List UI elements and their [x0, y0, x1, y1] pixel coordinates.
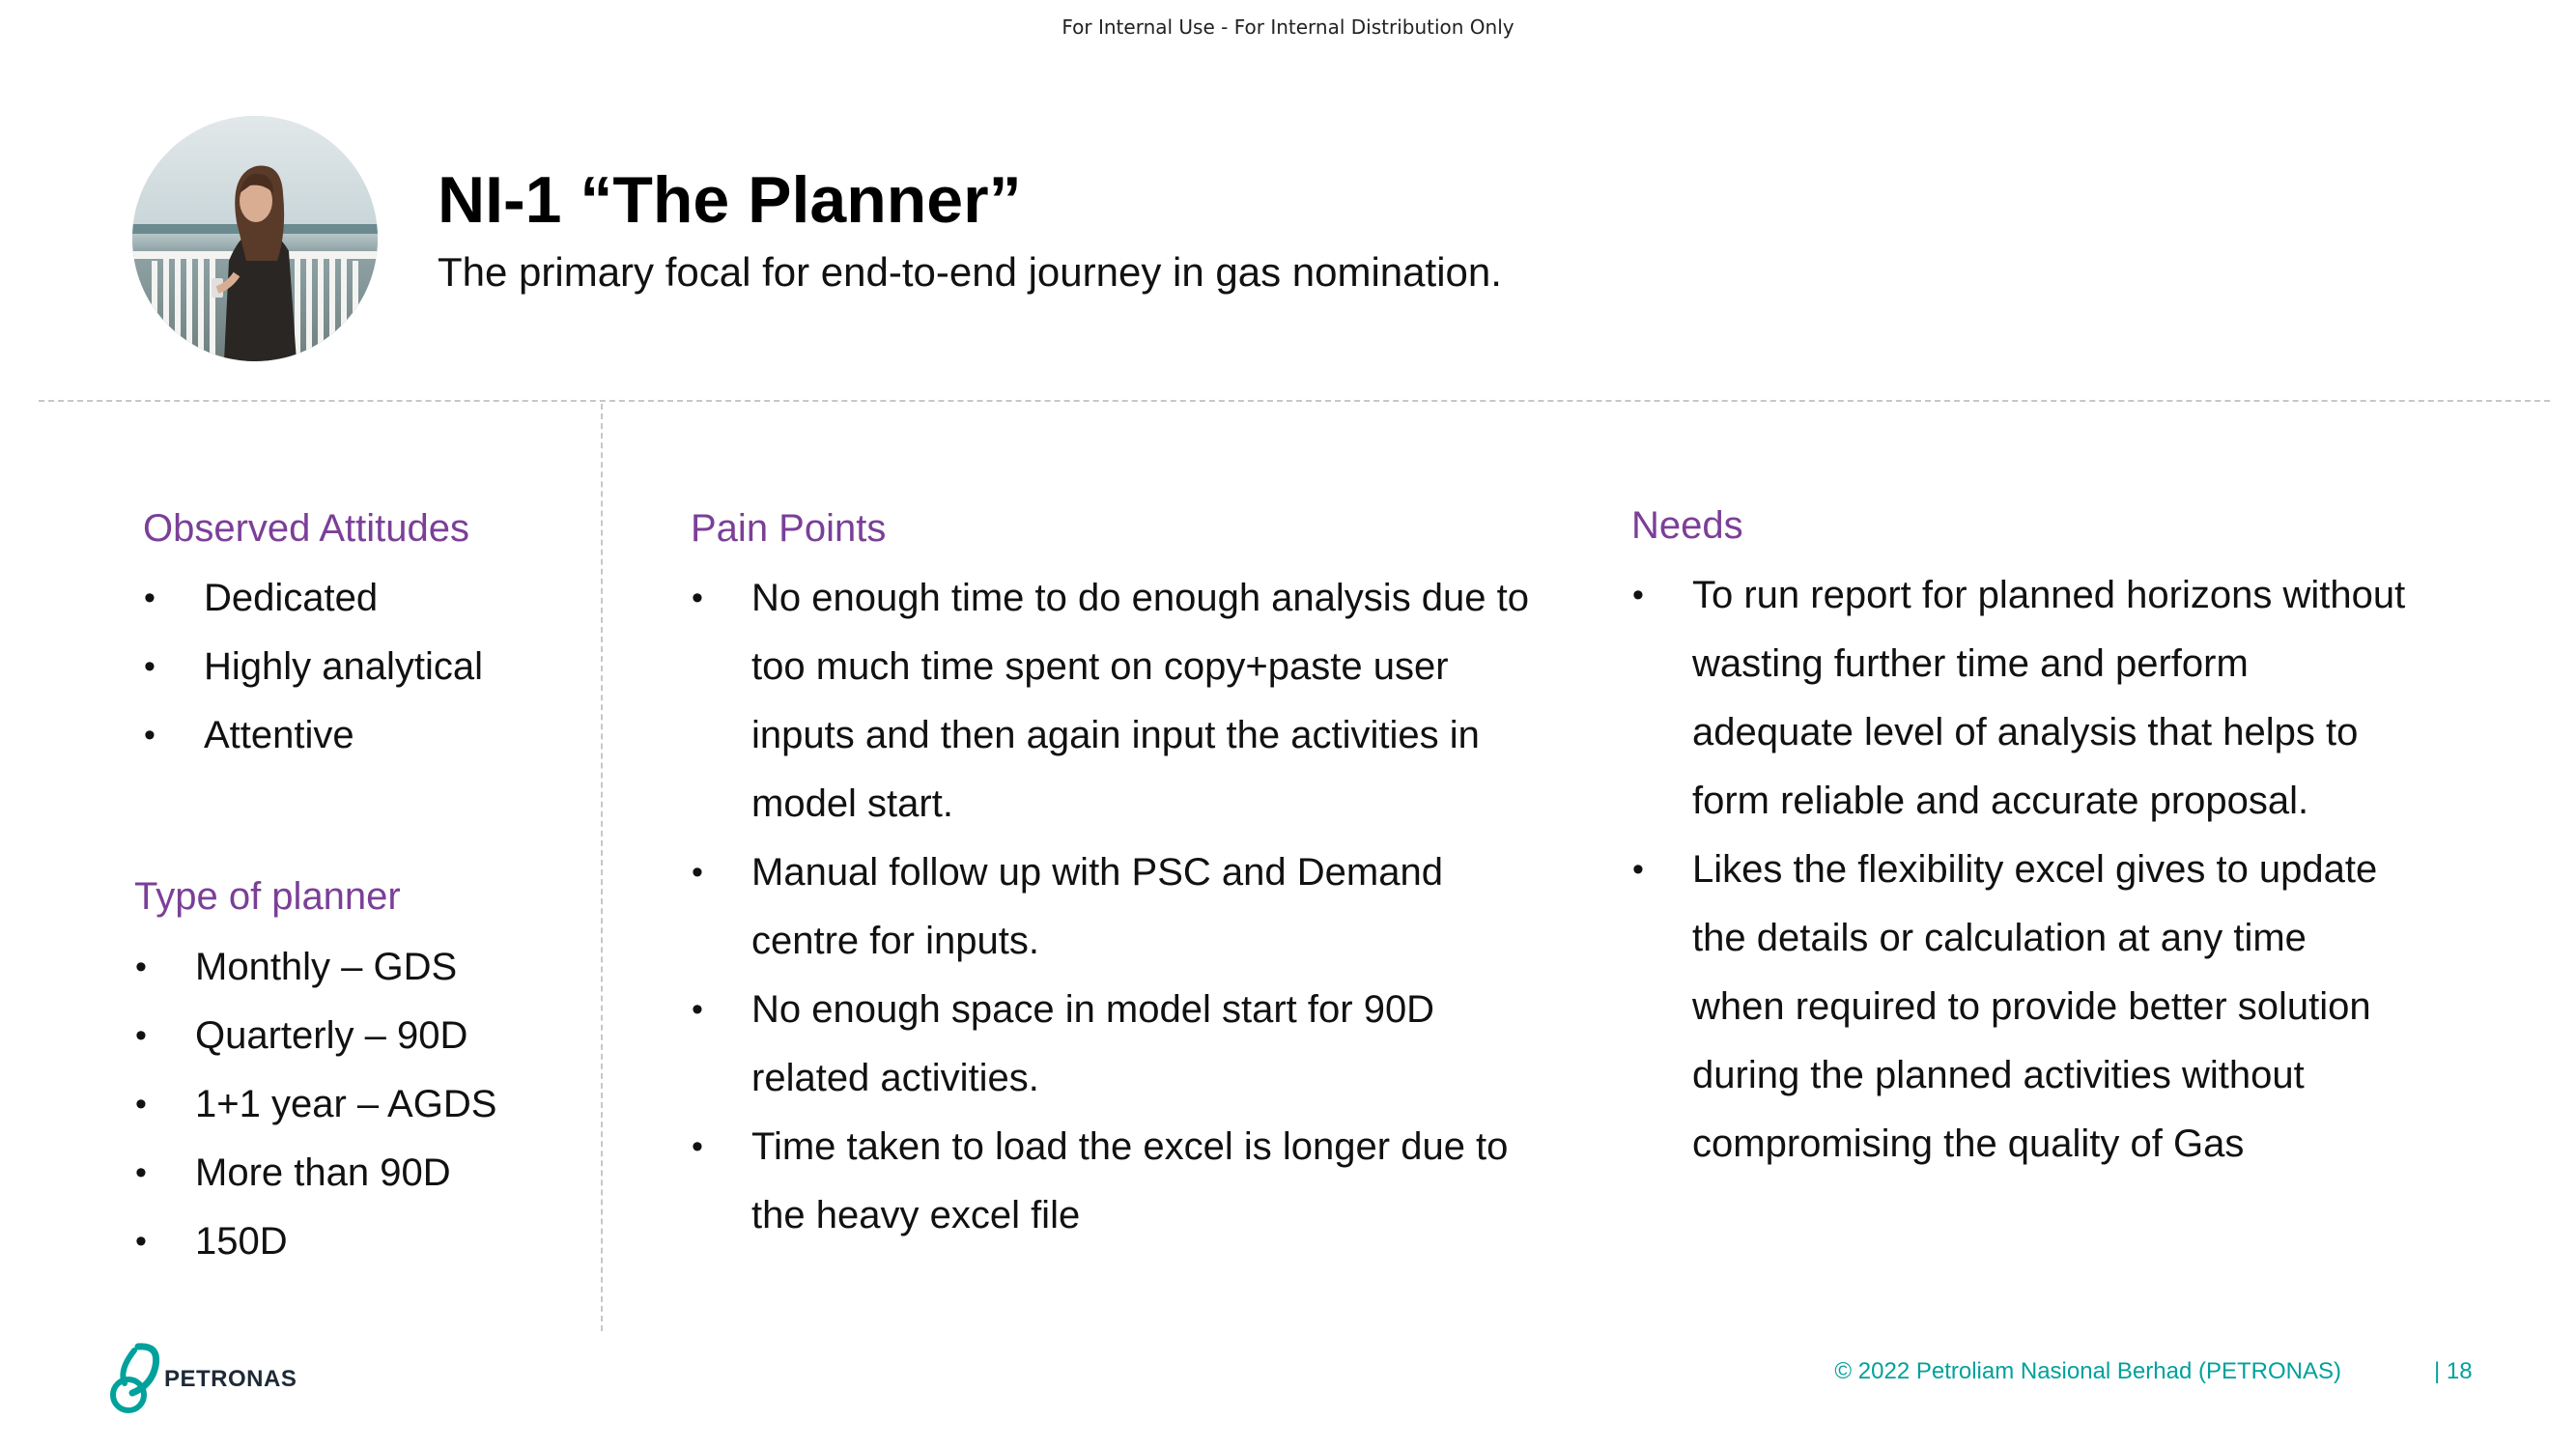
list-item: • 150D: [195, 1208, 496, 1276]
bullet-icon: •: [144, 580, 156, 616]
pain-points-list: [692, 564, 1530, 1250]
needs-list: [1632, 561, 2406, 1179]
bullet-icon: •: [1632, 851, 1644, 888]
list-item: • Manual follow up with PSC and Demand centre for inputs.: [751, 838, 1529, 976]
petronas-logo-icon: [109, 1341, 161, 1418]
list-item: • Monthly – GDS: [195, 933, 496, 1002]
logo-text: PETRONAS: [164, 1366, 297, 1392]
list-item: • Dedicated: [204, 564, 483, 633]
bullet-icon: •: [135, 1086, 147, 1122]
horizontal-divider: [39, 400, 2550, 402]
list-item: • Time taken to load the excel is longer due to the heavy excel file: [751, 1113, 1529, 1250]
page-number: | 18: [2434, 1358, 2473, 1384]
persona-avatar: [132, 116, 378, 361]
list-item: • 1+1 year – AGDS: [195, 1070, 496, 1139]
footer-copyright: © 2022 Petroliam Nasional Berhad (PETRONAS): [1834, 1358, 2341, 1384]
bullet-icon: •: [144, 717, 156, 753]
persona-photo: [132, 116, 378, 361]
vertical-divider: [601, 404, 603, 1331]
classification-label: For Internal Use - For Internal Distribution Only: [1062, 15, 1514, 39]
bullet-icon: •: [692, 854, 703, 891]
observed-attitudes-list: [144, 564, 484, 770]
needs-heading: Needs: [1631, 504, 1743, 547]
bullet-icon: •: [144, 648, 156, 685]
list-item: • More than 90D: [195, 1139, 496, 1208]
bullet-icon: •: [692, 991, 703, 1028]
bullet-icon: •: [692, 580, 703, 616]
list-item: • Likes the flexibility excel gives to update the details or calculation at any time when required to provide better solution during the planned activities without compromising the quality of Gas: [1692, 836, 2405, 1179]
pain-points-heading: Pain Points: [691, 507, 887, 550]
bullet-icon: •: [135, 949, 147, 985]
list-item: • No enough space in model start for 90D related activities.: [751, 976, 1529, 1113]
bullet-icon: •: [135, 1154, 147, 1191]
persona-subtitle: The primary focal for end-to-end journey in gas nomination.: [438, 249, 1502, 295]
petronas-logo: [109, 1341, 302, 1418]
bullet-icon: •: [1632, 577, 1644, 613]
list-item: • No enough time to do enough analysis due to too much time spent on copy+paste user inputs and then again input the activities in model start.: [751, 564, 1529, 838]
bullet-icon: •: [692, 1128, 703, 1165]
list-item: • Quarterly – 90D: [195, 1002, 496, 1070]
list-item: • Highly analytical: [204, 633, 483, 701]
type-of-planner-heading: Type of planner: [134, 875, 401, 918]
list-item: • Attentive: [204, 701, 483, 770]
type-of-planner-list: [135, 933, 497, 1276]
bullet-icon: •: [135, 1017, 147, 1054]
persona-title: NI-1 “The Planner”: [438, 163, 1022, 237]
list-item: • To run report for planned horizons without wasting further time and perform adequate level of analysis that helps to form reliable and accurate proposal.: [1692, 561, 2405, 836]
observed-attitudes-heading: Observed Attitudes: [143, 507, 469, 550]
bullet-icon: •: [135, 1223, 147, 1260]
